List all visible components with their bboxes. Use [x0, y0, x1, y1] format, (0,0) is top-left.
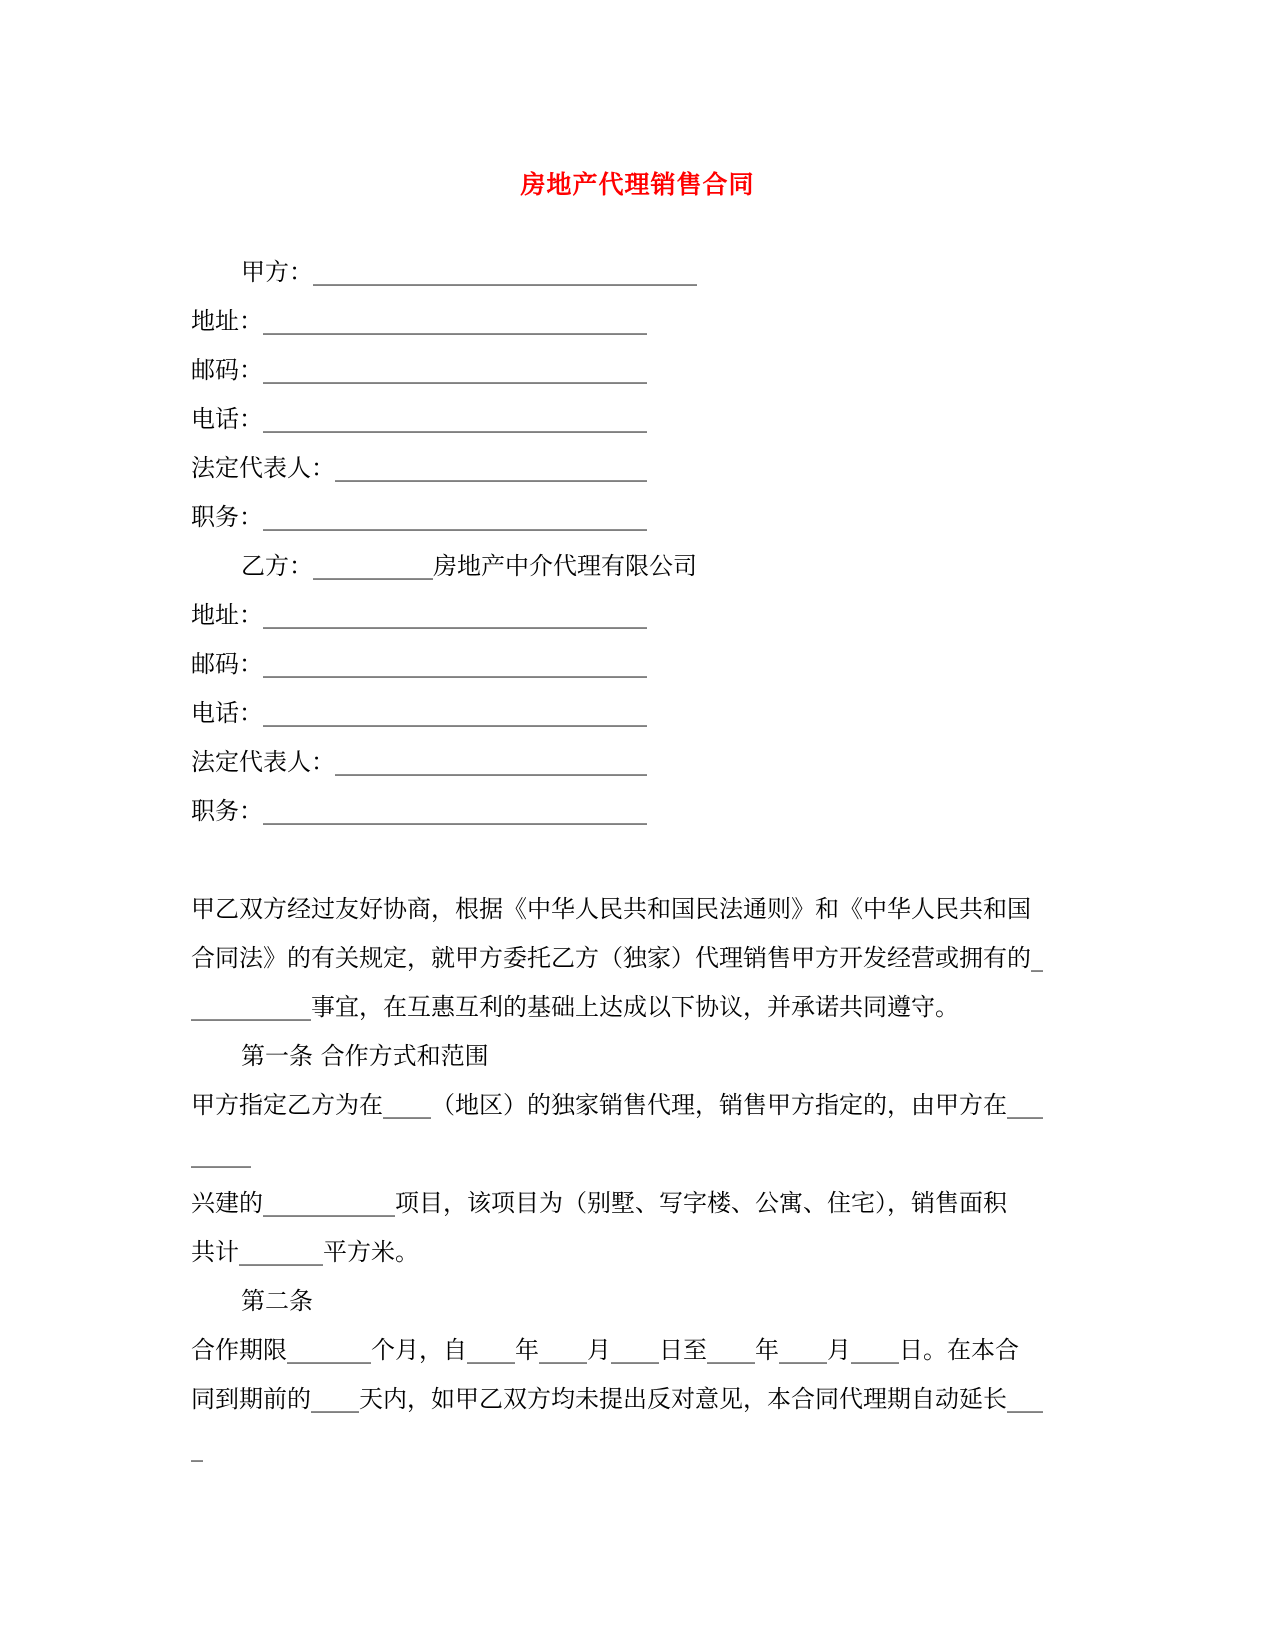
preamble-line-1: 甲乙双方经过友好协商，根据《中华人民共和国民法通则》和《中华人民共和国 [191, 895, 1031, 923]
party-b-legal-rep-line: 法定代表人：__________________________ [191, 748, 647, 776]
party-a-address-line: 地址：________________________________ [191, 307, 647, 335]
party-b-postcode-line: 邮码：________________________________ [191, 650, 647, 678]
party-b-position-line: 职务：________________________________ [191, 797, 647, 825]
article-2-line-2: 同到期前的____天内，如甲乙双方均未提出反对意见，本合同代理期自动延长___ [191, 1385, 1043, 1413]
article-1-line-3: 兴建的___________项目，该项目为（别墅、写字楼、公寓、住宅），销售面积 [191, 1189, 1007, 1217]
article-1-line-4: 共计_______平方米。 [191, 1238, 419, 1266]
contract-body [191, 248, 1086, 1473]
article-2-heading: 第二条 [241, 1287, 313, 1315]
party-a-name-line: 甲方：________________________________ [241, 258, 697, 286]
document-title: 房地产代理销售合同 [520, 170, 755, 199]
article-1-line-1: 甲方指定乙方为在____（地区）的独家销售代理，销售甲方指定的，由甲方在___ [191, 1091, 1043, 1119]
party-a-postcode-line: 邮码：________________________________ [191, 356, 647, 384]
party-a-legal-rep-line: 法定代表人：__________________________ [191, 454, 647, 482]
party-b-address-line: 地址：________________________________ [191, 601, 647, 629]
article-2-line-3: _ [191, 1434, 203, 1462]
article-1-line-2: _____ [191, 1140, 251, 1168]
party-a-phone-line: 电话：________________________________ [191, 405, 647, 433]
party-b-name-line: 乙方：__________房地产中介代理有限公司 [241, 552, 697, 580]
party-b-phone-line: 电话：________________________________ [191, 699, 647, 727]
preamble-line-2: 合同法》的有关规定，就甲方委托乙方（独家）代理销售甲方开发经营或拥有的_ [191, 944, 1043, 972]
blank-spacer [191, 836, 1086, 885]
article-2-line-1: 合作期限_______个月，自____年____月____日至____年____月____日。在本合 [191, 1336, 1019, 1364]
preamble-line-3: __________事宜，在互惠互利的基础上达成以下协议，并承诺共同遵守。 [191, 993, 959, 1021]
article-1-heading: 第一条 合作方式和范围 [241, 1042, 489, 1070]
party-a-position-line: 职务：________________________________ [191, 503, 647, 531]
